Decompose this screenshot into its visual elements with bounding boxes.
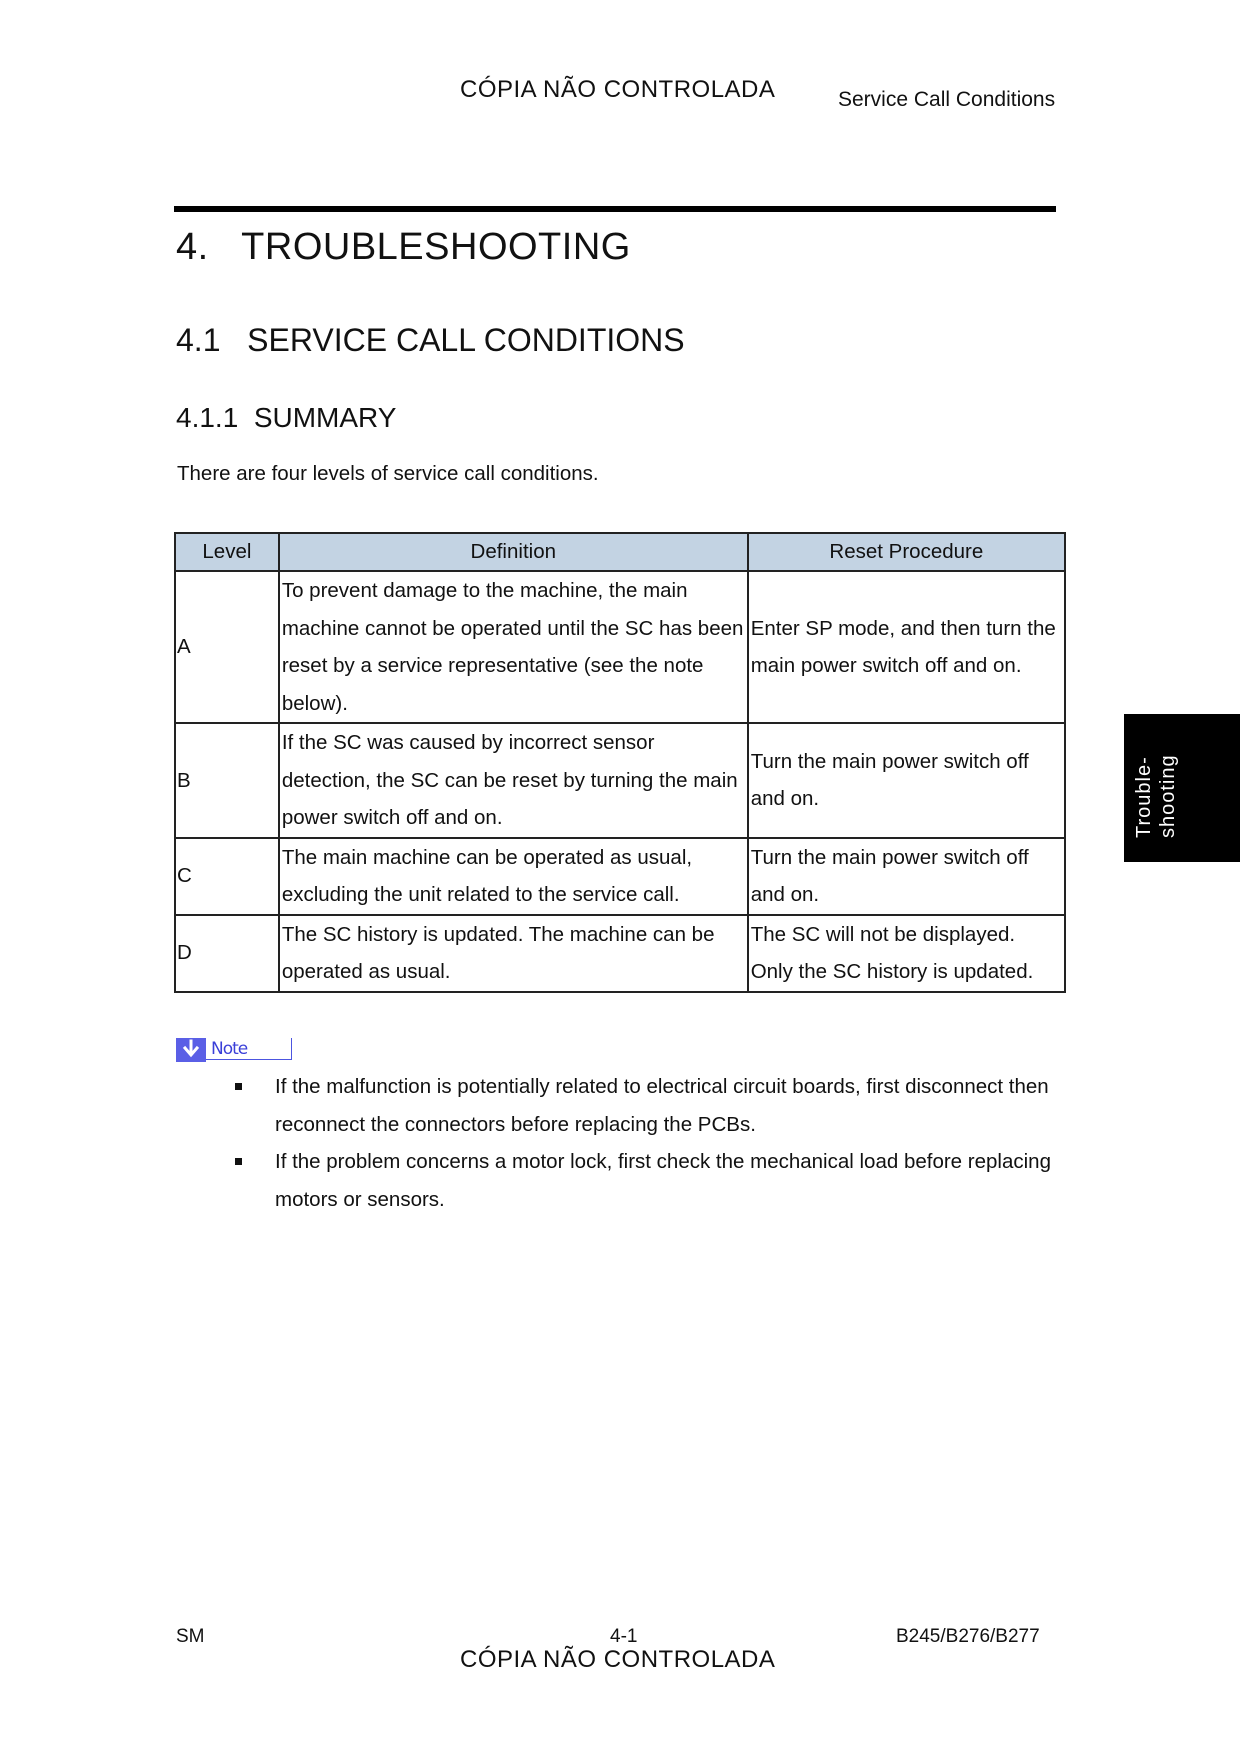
definition-cell: The SC history is updated. The machine can be operated as usual.	[279, 915, 748, 992]
running-header: Service Call Conditions	[838, 88, 1056, 111]
side-tab-line-1: Trouble-	[1133, 756, 1155, 838]
level-cell: D	[175, 915, 279, 992]
note-item-text: If the problem concerns a motor lock, first check the mechanical load before replacing motors or sensors.	[275, 1150, 1051, 1211]
reset-cell: The SC will not be displayed. Only the SC history is updated.	[748, 915, 1065, 992]
column-header-level: Level	[175, 533, 279, 571]
table-row	[175, 723, 1065, 838]
section-heading: 4.1 SERVICE CALL CONDITIONS	[176, 322, 685, 358]
note-label: Note	[211, 1039, 248, 1059]
footer-page-number: 4-1	[610, 1626, 638, 1647]
reset-cell: Turn the main power switch off and on.	[748, 723, 1065, 838]
reset-cell: Turn the main power switch off and on.	[748, 838, 1065, 915]
heading-rule	[174, 206, 1056, 212]
bullet-square-icon	[235, 1083, 242, 1090]
list-item	[230, 1068, 1070, 1143]
level-cell: A	[175, 571, 279, 723]
list-item	[230, 1143, 1070, 1218]
definition-cell: To prevent damage to the machine, the main machine cannot be operated until the SC has been reset by a service representative (see the note below).	[279, 571, 748, 723]
subsection-heading: 4.1.1 SUMMARY	[176, 402, 397, 433]
watermark-bottom: CÓPIA NÃO CONTROLADA	[460, 1646, 776, 1673]
table-row	[175, 915, 1065, 992]
side-tab-label	[1132, 754, 1180, 838]
reset-cell: Enter SP mode, and then turn the main power switch off and on.	[748, 571, 1065, 723]
footer-model-codes: B245/B276/B277	[896, 1626, 1040, 1647]
bullet-square-icon	[235, 1158, 242, 1165]
column-header-reset: Reset Procedure	[748, 533, 1065, 571]
service-call-levels-table	[174, 532, 1066, 993]
note-list	[230, 1068, 1070, 1218]
chapter-heading: 4. TROUBLESHOOTING	[176, 226, 631, 268]
note-badge	[176, 1038, 292, 1062]
level-cell: C	[175, 838, 279, 915]
down-arrow-icon	[176, 1038, 206, 1062]
table-row	[175, 838, 1065, 915]
level-cell: B	[175, 723, 279, 838]
column-header-definition: Definition	[279, 533, 748, 571]
table-header-row	[175, 533, 1065, 571]
table-row	[175, 571, 1065, 723]
definition-cell: If the SC was caused by incorrect sensor detection, the SC can be reset by turning the main power switch off and on.	[279, 723, 748, 838]
footer-manual-code: SM	[176, 1626, 205, 1647]
note-item-text: If the malfunction is potentially related to electrical circuit boards, first disconnect then reconnect the connectors before replacing the PCBs.	[275, 1075, 1049, 1136]
intro-text: There are four levels of service call conditions.	[177, 462, 599, 485]
watermark-top: CÓPIA NÃO CONTROLADA	[460, 76, 776, 103]
definition-cell: The main machine can be operated as usual, excluding the unit related to the service call.	[279, 838, 748, 915]
side-tab-line-2: shooting	[1157, 754, 1179, 838]
side-tab-troubleshooting	[1124, 714, 1240, 862]
